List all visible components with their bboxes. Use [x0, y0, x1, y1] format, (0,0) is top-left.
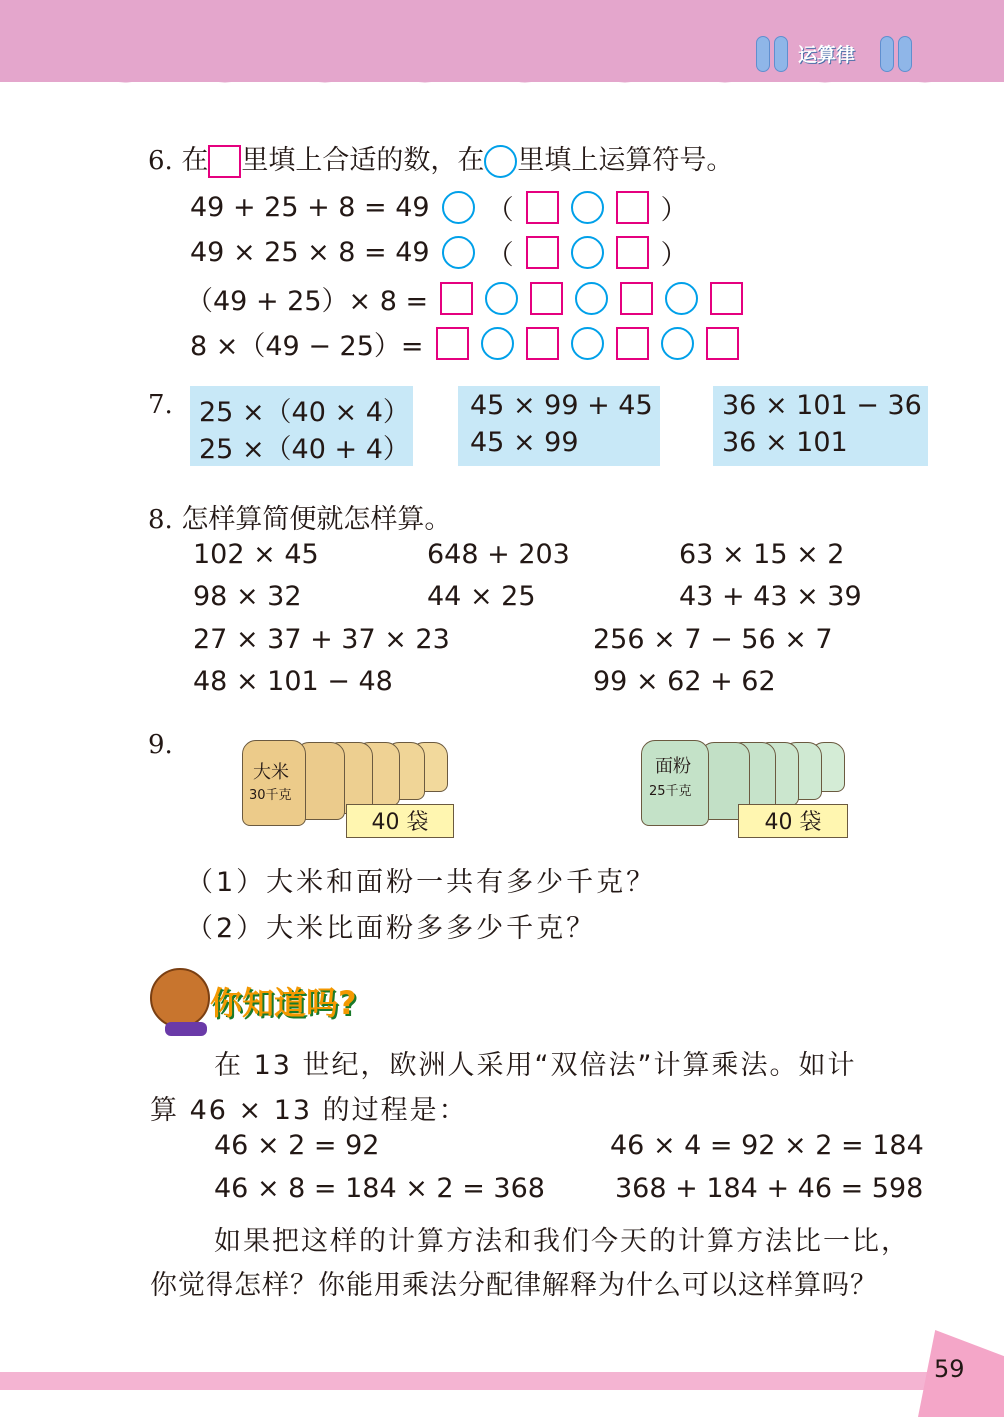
answer-circle[interactable]: [484, 145, 517, 178]
q9-question-1: （1）大米和面粉一共有多少千克？: [186, 867, 657, 898]
abacus-bead-icon: [898, 36, 912, 72]
answer-box[interactable]: [526, 191, 559, 224]
dyk-paragraph: 你觉得怎样？你能用乘法分配律解释为什么可以这样算吗？: [150, 1270, 878, 1301]
answer-circle[interactable]: [485, 282, 518, 315]
page-header: [0, 0, 1004, 82]
did-you-know-title: 你知道吗?: [210, 984, 357, 1022]
dyk-calc: 46 × 4 = 92 × 2 = 184: [610, 1130, 924, 1161]
flour-count-tag: 40 袋: [738, 804, 848, 838]
q6-row4: 8 ×（49 − 25）=: [190, 331, 424, 362]
answer-box[interactable]: [620, 282, 653, 315]
abacus-bead-icon: [774, 36, 788, 72]
q8-item: 48 × 101 − 48: [193, 666, 393, 697]
answer-box[interactable]: [616, 191, 649, 224]
page-number: 59: [934, 1355, 965, 1383]
answer-box[interactable]: [530, 282, 563, 315]
answer-box[interactable]: [208, 145, 241, 178]
answer-circle[interactable]: [661, 327, 694, 360]
rice-count-tag: 40 袋: [346, 804, 454, 838]
flour-label: 面粉: [655, 756, 691, 777]
dyk-paragraph: 算 46 × 13 的过程是：: [150, 1095, 468, 1126]
q8-item: 99 × 62 + 62: [593, 666, 776, 697]
q6-instruction: 6. 在 里填上合适的数，在 里填上运算符号。: [148, 145, 734, 176]
answer-circle[interactable]: [575, 282, 608, 315]
q7-panel-1: 25 ×（40 × 4） 25 ×（40 + 4）: [190, 386, 413, 466]
q8-item: 63 × 15 × 2: [679, 539, 845, 570]
q8-item: 44 × 25: [427, 581, 536, 612]
q6-row2: 49 × 25 × 8 = 49: [190, 237, 430, 268]
abacus-bead-icon: [880, 36, 894, 72]
dyk-paragraph: 在 13 世纪，欧洲人采用“双倍法”计算乘法。如计: [214, 1050, 857, 1081]
dyk-calc: 46 × 2 = 92: [214, 1130, 380, 1161]
rice-weight: 30千克: [249, 788, 292, 803]
dyk-calc: 46 × 8 = 184 × 2 = 368: [214, 1173, 545, 1204]
q7-number: 7.: [148, 390, 173, 420]
chapter-title: 运算律: [798, 44, 856, 66]
q7-panel-2: 45 × 99 + 45 45 × 99: [458, 386, 660, 466]
answer-box[interactable]: [526, 236, 559, 269]
answer-circle[interactable]: [665, 282, 698, 315]
footer-band: [0, 1372, 1004, 1390]
dyk-paragraph: 如果把这样的计算方法和我们今天的计算方法比一比，: [214, 1226, 910, 1257]
answer-box[interactable]: [706, 327, 739, 360]
q8-item: 256 × 7 − 56 × 7: [593, 624, 833, 655]
q8-item: 27 × 37 + 37 × 23: [193, 624, 450, 655]
q8-item: 102 × 45: [193, 539, 319, 570]
rice-label: 大米: [253, 762, 289, 783]
answer-circle[interactable]: [571, 236, 604, 269]
answer-circle[interactable]: [571, 191, 604, 224]
answer-circle[interactable]: [442, 236, 475, 269]
q9-number: 9.: [148, 730, 173, 760]
chapter-badge: [748, 34, 928, 74]
answer-circle[interactable]: [571, 327, 604, 360]
answer-box[interactable]: [616, 236, 649, 269]
q8-item: 43 + 43 × 39: [679, 581, 862, 612]
abacus-bead-icon: [756, 36, 770, 72]
answer-circle[interactable]: [481, 327, 514, 360]
q8-instruction: 8. 怎样算简便就怎样算。: [148, 504, 452, 535]
answer-box[interactable]: [526, 327, 559, 360]
answer-box[interactable]: [616, 327, 649, 360]
q8-item: 98 × 32: [193, 581, 302, 612]
q8-item: 648 + 203: [427, 539, 570, 570]
dyk-calc: 368 + 184 + 46 = 598: [615, 1173, 924, 1204]
answer-circle[interactable]: [442, 191, 475, 224]
q9-question-2: （2）大米比面粉多多少千克？: [186, 913, 597, 944]
answer-box[interactable]: [436, 327, 469, 360]
q6-row3: （49 + 25）× 8 =: [186, 286, 429, 317]
flour-weight: 25千克: [649, 784, 692, 799]
mascot-feet: [165, 1022, 207, 1036]
basketball-mascot-icon: [150, 968, 210, 1028]
q7-panel-3: 36 × 101 − 36 36 × 101: [713, 386, 928, 466]
answer-box[interactable]: [440, 282, 473, 315]
answer-box[interactable]: [710, 282, 743, 315]
q6-row1: 49 + 25 + 8 = 49: [190, 192, 430, 223]
